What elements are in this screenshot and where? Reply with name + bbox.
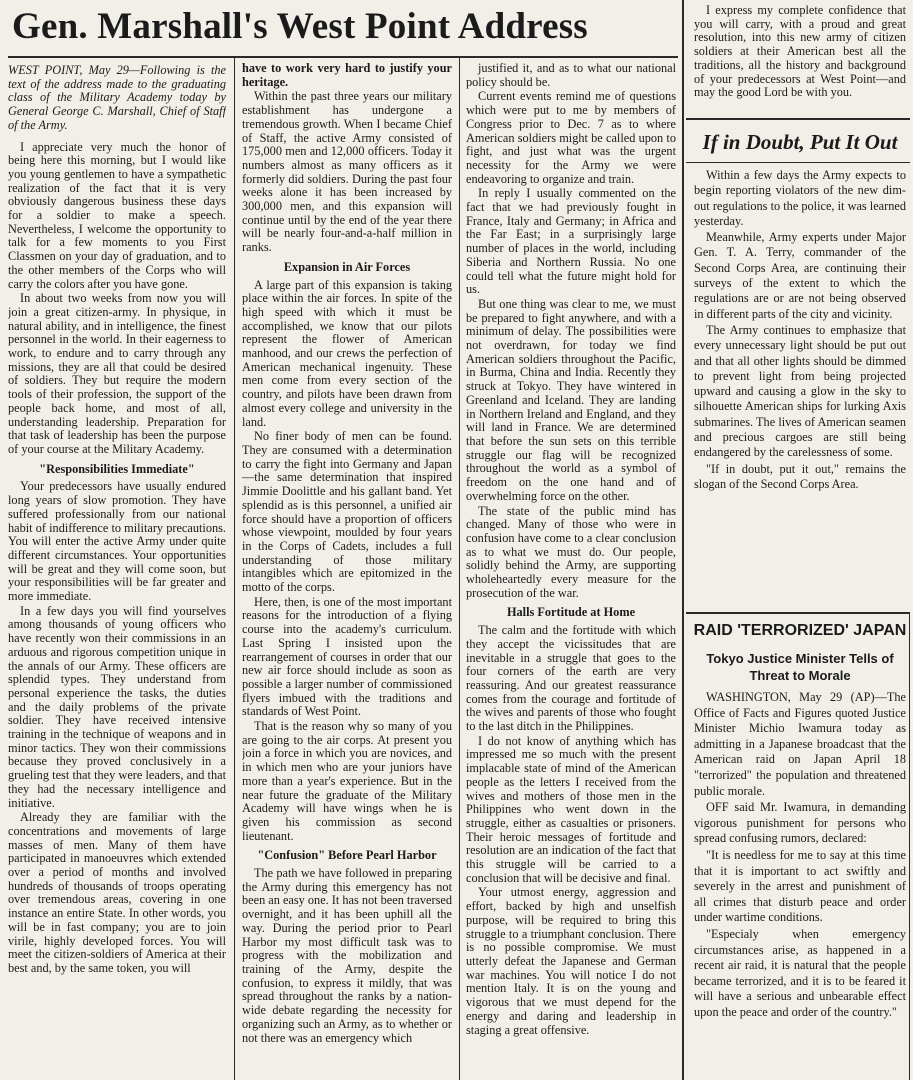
paragraph: In reply I usually commented on the fact that we had previously fought in France, Italy and Germany; in Africa and the Far East; in a surprisingly large number of places in the world, including Siberia and Northern Russia. No one could tell what the future might hold for us. xyxy=(466,186,676,297)
dimout-headline: If in Doubt, Put It Out xyxy=(702,130,898,154)
paragraph: "Especialy when emergency circumstances arise, as happened in a recent air raid, it is natural that the people became terrorized, and it is to be feared it will have a serious and unbearable effect upon the peace and order of the country." xyxy=(694,926,906,1019)
paragraph: The calm and the fortitude with which they accept the vicissitudes that are inevitable in a struggle that goes to the four corners of the earth are very reassuring. And our greatest reassurance comes from the courage and fortitude of the wives and parents of those who fought to the last ditch in the Philippines. xyxy=(466,623,676,734)
subhead-air-forces: Expansion in Air Forces xyxy=(283,259,411,274)
paragraph: No finer body of men can be found. They are consumed with a determination to carry the fight into Germany and Japan—the same determination that inspired Jimmie Doolittle and his gallant band. Yet splendid as is this personnel, a unified air force should have a proportion of officers whose viewpoint, moulded by four years in the Corps of Cadets, includes a full understanding of those military intangibles which are epitomized in the motto of the corps. xyxy=(242,429,452,595)
paragraph: Your utmost energy, aggression and effort, backed by high and unselfish purpose, will be required to bring this struggle to a triumphant conclusion. There is no possible compromise. We must utterly defeat the Japanese and German war machines. You will notice I do not mention Italy. It is on the young and vigorous that we must depend for the energy and daring and leadership in staging a great offensive. xyxy=(466,885,676,1037)
raid-subhead: Tokyo Justice Minister Tells of Threat to Morale xyxy=(706,651,894,683)
paragraph: The state of the public mind has changed. Many of those who were in confusion have come to a clear conclusion as to what we must do. Our people, solidly behind the Army, are supporting wholeheartedly every measure for the prosecution of the war. xyxy=(466,503,676,600)
paragraph: The Army continues to emphasize that every unnecessary light should be put out and that all other lights should be dimmed to prevent light from being projected upward and causing a glow in the sky to silhouette American ships for lurking Axis submarines. The lives of American seamen and precious cargoes are still being endangered by the carelessness of some. xyxy=(694,322,906,460)
paragraph: Current events remind me of questions which were put to me by members of Congress prior to Dec. 7 as to where American soldiers might be called upon to fight, and just what was the urgent necessity for the Army we were endeavoring to organize and train. xyxy=(466,89,676,186)
raid-box-right xyxy=(909,612,910,1080)
subhead-fortitude: Halls Fortitude at Home xyxy=(506,605,636,620)
subhead-responsibilities: "Responsibilities Immediate" xyxy=(39,461,195,476)
column-rule-3 xyxy=(682,0,684,1080)
paragraph: Within the past three years our military establishment has undergone a tremendous growth. When I became Chief of Staff, the active Army consisted of 175,000 men and 12,000 officers. Today it numbers almost as many officers as it formerly did soldiers. During the past four weeks alone it has been increased by 300,000 men, and this expansion will continue until by the end of the year there will be nearly four-and-a-half million in ranks. xyxy=(242,89,452,255)
headline-underline xyxy=(8,56,678,58)
raid-box-top xyxy=(686,612,910,614)
paragraph-continued: have to work very hard to justify your heritage. xyxy=(242,62,452,89)
paragraph: Already they are familiar with the concentrations and movements of large masses of men. Many of them have participated in manoeuvres which extended over a period of months and involved hundreds of thousands of troops operating over tremendous areas, covering in one instance an entire State. In other words, you will be in fast company; you are to join virile, highly developed forces. You will meet the citizen-soldiers of America at their best and, by the same token, you will xyxy=(8,810,226,975)
paragraph: WASHINGTON, May 29 (AP)—The Office of Facts and Figures quoted Justice Minister Michio Iwamura today as admitting in a Japanese broadcast that the American raid on Japan April 18 "terrorized" the population and threatened public morale. xyxy=(694,690,906,798)
paragraph: Meanwhile, Army experts under Major Gen. T. A. Terry, commander of the Second Corps Area, are continuing their surveys of the extent to which the regulations are or are not being observed in different parts of the city and vicinity. xyxy=(694,230,906,321)
paragraph-continued: justified it, and as to what our national policy should be. xyxy=(466,62,676,89)
raid-headline: RAID 'TERRORIZED' JAPAN xyxy=(693,622,907,639)
paragraph: Your predecessors have usually endured long years of slow promotion. They have suffered professionally from our national habit of indifference to military precautions. You will enter the active Army under quite different circumstances. Your opportunities will be great and they will come soon, but your responsibilities will be far greater and more immediate. xyxy=(8,479,226,604)
paragraph: The path we have followed in preparing the Army during this emergency has not been an easy one. It has not been traversed overnight, and it has been uphill all the way. During the period prior to Pearl Harbor my most difficult task was to progress with the mobilization and training of the Army, despite the confusion, to express it mildly, that was spread throughout the ranks by a nation-wide debate regarding the necessity for organizing such an Army, as to whether or not there was an emergency which xyxy=(242,866,452,1045)
main-headline: Gen. Marshall's West Point Address xyxy=(12,6,588,47)
paragraph: I do not know of anything which has impressed me so much with the present implacable state of mind of the American people as the letters I received from the wives and mothers of those men in the Philippines who went down in the struggle, either as casualties or prisoners. Their heroic messages of fortitude and resolution are an indication of the fact that this struggle will be carried to a conclusion that will be decisive and final. xyxy=(466,733,676,885)
dimout-head-underline xyxy=(686,162,910,163)
paragraph: Within a few days the Army expects to begin reporting violators of the new dim-out regulations to the police, it was learned yesterday. xyxy=(694,168,906,228)
column-rule-1 xyxy=(234,58,235,1080)
sidebar-box-top xyxy=(686,118,910,120)
dimout-article xyxy=(694,168,906,606)
paragraph: OFF said Mr. Iwamura, in demanding vigorous punishment for persons who spread confusing rumors, declared: xyxy=(694,800,906,846)
paragraph: Here, then, is one of the most important reasons for the introduction of a flying course into the academy's curriculum. Last Spring I insisted upon the rearrangement of courses in order that our new air force should include as soon as possible a larger number of commissioned flyers imbued with the traditions and standards of West Point. xyxy=(242,594,452,719)
paragraph: But one thing was clear to me, we must be prepared to fight anywhere, and with a minimum of delay. The possibilities were not overdrawn, for today we find American soldiers throughout the Pacific, in Burma, China and India. Recently they struck at Tokyo. They have wintered in Greenland and Iceland. They are landing in Northern Ireland and England, and they will land in France. We are determined that before the sun sets on this terrible struggle our flag will be recognized throughout the world as a symbol of freedom on the one hand and of overwhelming force on the other. xyxy=(466,296,676,503)
column-rule-2 xyxy=(459,58,460,1080)
paragraph: "It is needless for me to say at this time that it is important to act swiftly and severely in the arrest and punishment of all crimes that disturb peace and order under wartime conditions. xyxy=(694,847,906,925)
paragraph: In about two weeks from now you will join a great citizen-army. In physique, in natural ability, and in intelligence, the finest personnel in the world. In their eagerness to work, to endure and to carry through any missions, they are all that could be desired of soldiers. They but require the modern tools of their profession, the support of the people back home, and most of all, understanding leadership. Preparation for that task of leadership has been the purpose of your course at the Military Academy. xyxy=(8,291,226,456)
paragraph: I express my complete confidence that you will carry, with a proud and great resolution, into this new army of citizen soldiers at their American best all the traditions, all the history and background of your predecessors at West Point—and may the good Lord be with you. xyxy=(694,4,906,100)
paragraph: In a few days you will find yourselves among thousands of young officers who have recently won their commissions in an arduous and rigorous competition unique in the annals of our Army. These officers are splendid types. They understand from personal experience the tasks, the duties and the daily problems of the private soldier. They have received intensive training in the technique of weapons and in minor tactics. They won their commissions because they proved conclusively in a grueling test that they were leaders, and that they had the necessary intelligence and initiative. xyxy=(8,603,226,810)
paragraph: That is the reason why so many of you are going to the air corps. At present you join a force in which you are novices, and in which men who are your juniors have more than a year's experience. But in the near future the graduate of the Military Academy will have wings when he is given his commission as second lieutenant. xyxy=(242,719,452,843)
lead-paragraph: WEST POINT, May 29—Following is the text of the address made to the graduating class of the Military Academy today by General George C. Marshall, Chief of Staff of the Army. xyxy=(8,64,226,132)
column-1 xyxy=(8,64,226,1078)
raid-article xyxy=(694,690,906,1078)
paragraph: "If in doubt, put it out," remains the slogan of the Second Corps Area. xyxy=(694,461,906,491)
paragraph: A large part of this expansion is taking place within the air forces. In spite of the high speed with which it must be accomplished, we know that our pilots represent the flower of American manhood, and our crews the perfection of American mechanical ingenuity. These men come from every section of the country, and pilots have been drawn from almost every college and university in the land. xyxy=(242,277,452,429)
column-3 xyxy=(466,62,676,1078)
column-4-address-end xyxy=(694,4,906,114)
subhead-pearl-harbor: "Confusion" Before Pearl Harbor xyxy=(257,848,437,863)
column-2 xyxy=(242,62,452,1078)
paragraph: I appreciate very much the honor of being here this morning, but I would like you young gentlemen to have a sympathetic realization of the fact that it is very obviously dangerous business these days for a soldier to make a speech. Nevertheless, I welcome the opportunity to talk for a few moments to you First Classmen on your day of graduation, and to the other members of the Corps who will carry the colors after you have gone. xyxy=(8,139,226,291)
